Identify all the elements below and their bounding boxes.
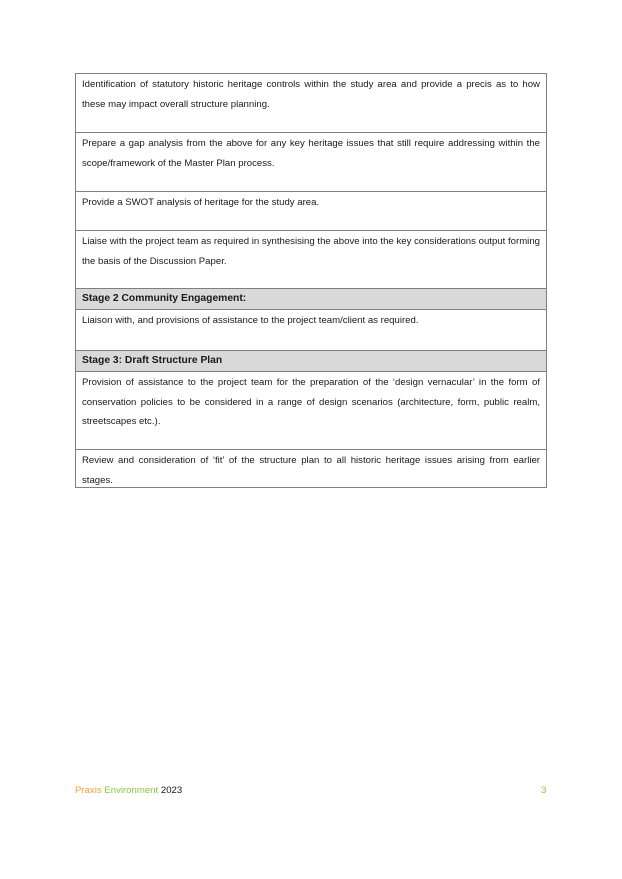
table-row xyxy=(76,371,546,449)
footer-environment-text: Environment xyxy=(104,785,159,796)
page-number: 3 xyxy=(541,785,547,796)
table-row xyxy=(76,309,546,350)
footer-praxis-text: Praxis xyxy=(75,785,102,796)
stage-heading: Stage 2 Community Engagement: xyxy=(82,293,247,304)
row-text: Provide a SWOT analysis of heritage for the study area. xyxy=(82,197,320,208)
table-row xyxy=(76,191,546,230)
table-row xyxy=(76,230,546,288)
row-text: Prepare a gap analysis from the above for any key heritage issues that still require addressing within the scope/framework of the Master Plan process. xyxy=(82,138,540,169)
stage-header-row xyxy=(76,288,546,309)
row-text: Provision of assistance to the project team for the preparation of the ‘design vernacular’ in the form of conservation policies to be considered in a range of design scenarios (architecture, form, public realm, streetscapes etc.). xyxy=(82,377,540,427)
footer-company xyxy=(75,785,182,797)
row-text: Identification of statutory historic heritage controls within the study area and provide a precis as to how these may impact overall structure planning. xyxy=(82,79,540,110)
table-row xyxy=(76,449,546,487)
footer-year: 2023 xyxy=(160,785,183,796)
stage-heading: Stage 3: Draft Structure Plan xyxy=(82,355,223,366)
table-row xyxy=(76,74,546,132)
table-row xyxy=(76,132,546,191)
stage-header-row xyxy=(76,350,546,371)
row-text: Review and consideration of ‘fit’ of the structure plan to all historic heritage issues arising from earlier stages. xyxy=(82,455,540,486)
row-text: Liaison with, and provisions of assistance to the project team/client as required. xyxy=(82,315,419,326)
row-text: Liaise with the project team as required in synthesising the above into the key considerations output forming the basis of the Discussion Paper. xyxy=(82,236,540,267)
scope-table xyxy=(75,73,547,488)
